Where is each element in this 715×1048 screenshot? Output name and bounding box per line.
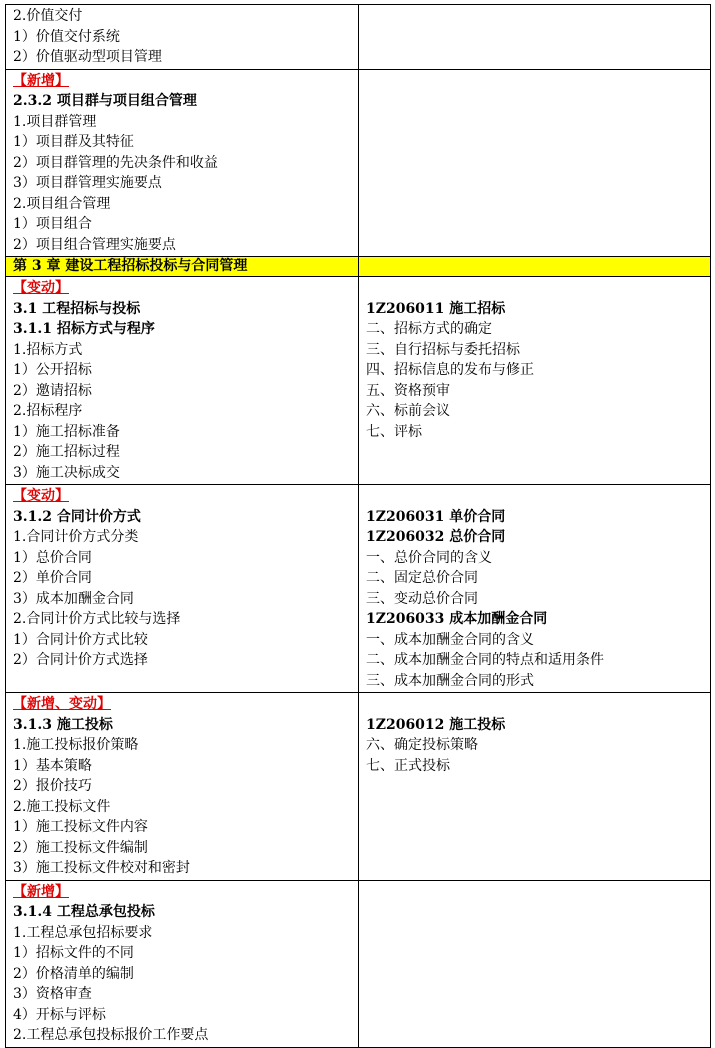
outline-item: 1.合同计价方式分类	[13, 529, 139, 545]
outline-item: 2.工程总承包投标报价工作要点	[13, 1027, 209, 1043]
outline-item: 2.合同计价方式比较与选择	[13, 611, 181, 627]
outline-item: 七、评标	[366, 423, 422, 440]
outline-item: 2）合同计价方式选择	[13, 652, 148, 668]
outline-item: 三、自行招标与委托招标	[366, 341, 520, 358]
old-syllabus-cell	[359, 485, 711, 693]
section-heading: 3.1.3 施工投标	[13, 716, 113, 733]
outline-item: 3）资格审查	[13, 986, 92, 1002]
old-syllabus-cell	[359, 693, 711, 881]
outline-item: 2）项目组合管理实施要点	[13, 236, 176, 253]
outline-item	[366, 278, 703, 299]
outline-item: 三、变动总价合同	[366, 590, 478, 607]
section-heading: 1Z206031 单价合同	[366, 508, 506, 525]
change-tag: 【新增、变动】	[13, 696, 111, 712]
outline-item: 2.价值交付	[13, 8, 83, 24]
syllabus-comparison-table	[5, 4, 711, 1048]
outline-item: 2.招标程序	[13, 403, 83, 419]
table-row	[6, 693, 711, 881]
outline-item: 1）施工投标文件内容	[13, 819, 148, 835]
change-tag: 【变动】	[13, 488, 69, 504]
old-syllabus-cell	[359, 880, 711, 1047]
outline-item: 六、标前会议	[366, 403, 450, 419]
outline-item: 1）基本策略	[13, 757, 92, 774]
table-row	[6, 69, 711, 257]
change-tag: 【新增】	[13, 883, 69, 900]
outline-item: 1）施工招标准备	[13, 423, 120, 440]
outline-item: 1）项目组合	[13, 216, 92, 232]
outline-item: 1.施工投标报价策略	[13, 737, 139, 753]
change-tag: 【新增】	[13, 72, 69, 89]
outline-item: 2.项目组合管理	[13, 195, 111, 212]
new-syllabus-cell	[6, 5, 359, 70]
outline-item: 一、成本加酬金合同的含义	[366, 631, 534, 648]
section-heading: 3.1.2 合同计价方式	[13, 508, 141, 525]
old-syllabus-cell	[359, 5, 711, 70]
outline-item	[366, 486, 703, 507]
outline-item: 三、成本加酬金合同的形式	[366, 672, 534, 689]
new-syllabus-cell	[6, 277, 359, 485]
outline-item: 1）招标文件的不同	[13, 945, 134, 961]
new-syllabus-cell	[6, 693, 359, 881]
outline-item: 2.施工投标文件	[13, 798, 111, 815]
outline-item: 3）项目群管理实施要点	[13, 175, 162, 191]
outline-item: 二、固定总价合同	[366, 570, 478, 586]
section-heading: 1Z206011 施工招标	[366, 300, 506, 317]
outline-item: 1.招标方式	[13, 341, 83, 358]
section-heading: 1Z206012 施工投标	[366, 716, 506, 733]
outline-item	[366, 694, 703, 715]
outline-item: 2）报价技巧	[13, 778, 92, 794]
outline-item: 1）合同计价方式比较	[13, 631, 148, 648]
outline-item: 1）公开招标	[13, 362, 92, 378]
section-heading: 3.1.4 工程总承包投标	[13, 904, 155, 920]
change-tag: 【变动】	[13, 280, 69, 296]
table-body	[6, 5, 711, 1048]
outline-item: 3）施工投标文件校对和密封	[13, 860, 190, 876]
section-heading: 1Z206032 总价合同	[366, 529, 506, 545]
table-row	[6, 5, 711, 70]
new-syllabus-cell	[6, 257, 359, 277]
document-page	[5, 4, 710, 1048]
outline-item: 二、招标方式的确定	[366, 321, 492, 337]
chapter-row	[6, 257, 711, 277]
table-row	[6, 485, 711, 693]
outline-item: 1）总价合同	[13, 549, 92, 566]
old-syllabus-cell	[359, 257, 711, 277]
section-heading: 3.1 工程招标与投标	[13, 300, 141, 317]
table-row	[6, 880, 711, 1047]
outline-item: 2）施工投标文件编制	[13, 839, 148, 856]
outline-item: 2）单价合同	[13, 570, 92, 586]
section-heading: 第 3 章 建设工程招标投标与合同管理	[13, 258, 248, 274]
new-syllabus-cell	[6, 880, 359, 1047]
outline-item: 4）开标与评标	[13, 1006, 106, 1023]
outline-item: 2）邀请招标	[13, 382, 92, 399]
new-syllabus-cell	[6, 69, 359, 257]
outline-item: 七、正式投标	[366, 757, 450, 774]
outline-item: 二、成本加酬金合同的特点和适用条件	[366, 652, 604, 668]
outline-item: 1.项目群管理	[13, 113, 97, 130]
section-heading: 2.3.2 项目群与项目组合管理	[13, 93, 197, 109]
outline-item: 2）价格清单的编制	[13, 965, 134, 982]
outline-item: 六、确定投标策略	[366, 737, 478, 753]
outline-item: 3）施工决标成交	[13, 464, 120, 481]
outline-item: 1.工程总承包招标要求	[13, 924, 153, 941]
outline-item: 2）价值驱动型项目管理	[13, 49, 162, 65]
outline-item: 2）施工招标过程	[13, 444, 120, 460]
table-row	[6, 277, 711, 485]
outline-item: 3）成本加酬金合同	[13, 590, 134, 607]
outline-item: 1）项目群及其特征	[13, 134, 134, 150]
outline-item: 1）价值交付系统	[13, 28, 120, 45]
outline-item: 一、总价合同的含义	[366, 549, 492, 566]
new-syllabus-cell	[6, 485, 359, 693]
old-syllabus-cell	[359, 277, 711, 485]
section-heading: 3.1.1 招标方式与程序	[13, 321, 155, 337]
outline-item: 五、资格预审	[366, 382, 450, 399]
old-syllabus-cell	[359, 69, 711, 257]
outline-item: 四、招标信息的发布与修正	[366, 362, 534, 378]
section-heading: 1Z206033 成本加酬金合同	[366, 611, 548, 627]
outline-item: 2）项目群管理的先决条件和收益	[13, 154, 218, 171]
